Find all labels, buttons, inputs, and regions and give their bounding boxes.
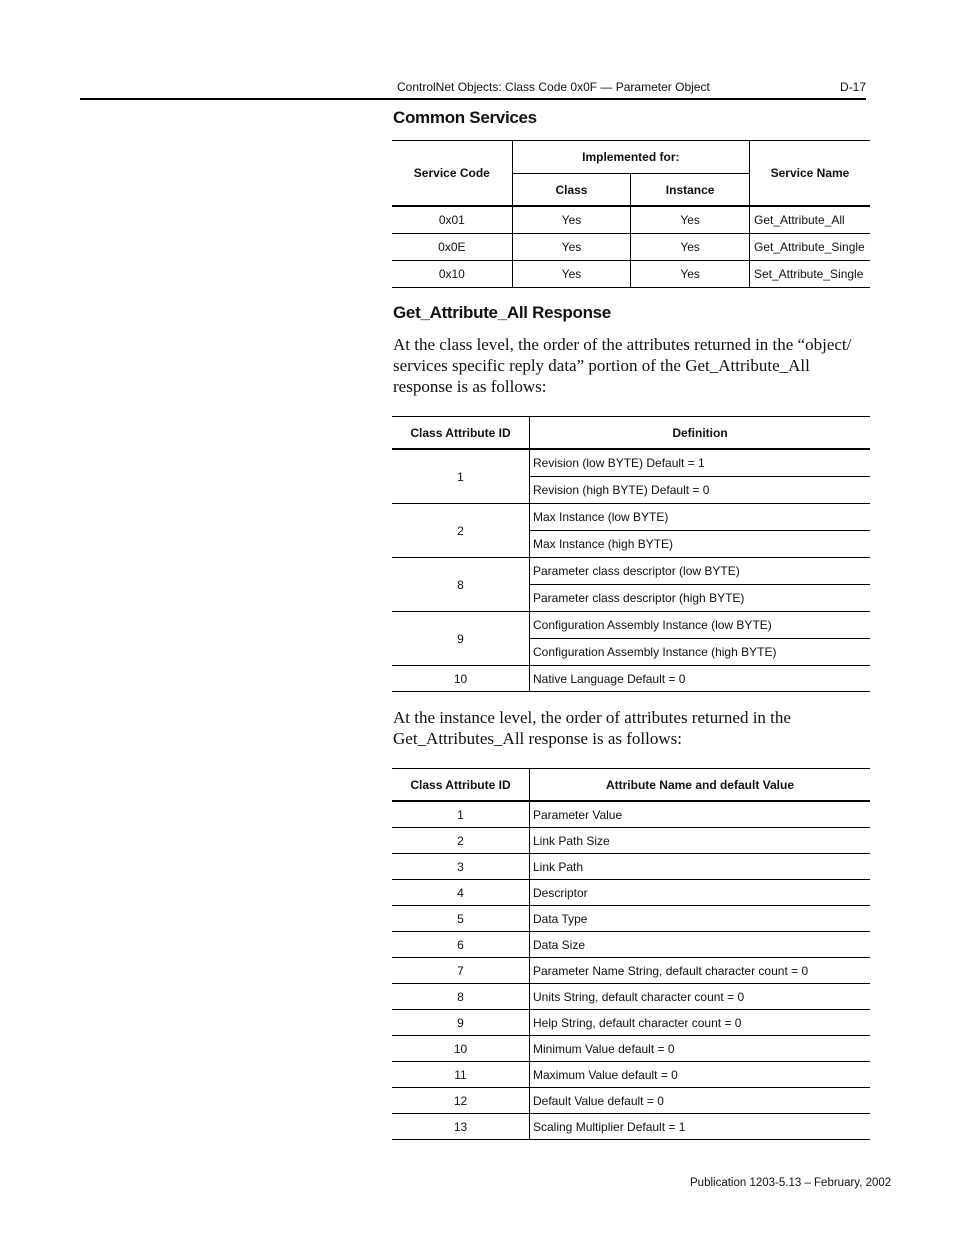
table-row	[392, 880, 870, 906]
definition-cell: Revision (low BYTE) Default = 1	[530, 449, 871, 477]
definition-cell: Configuration Assembly Instance (low BYTE)	[530, 612, 871, 639]
definition-cell: Parameter class descriptor (high BYTE)	[530, 585, 871, 612]
attribute-id-cell: 13	[392, 1114, 530, 1140]
attribute-name-cell: Descriptor	[530, 880, 871, 906]
table-row	[392, 666, 870, 692]
get-attribute-all-heading: Get_Attribute_All Response	[393, 303, 611, 322]
attribute-name-cell: Parameter Value	[530, 801, 871, 828]
table-row	[392, 932, 870, 958]
class-cell: Yes	[512, 206, 631, 234]
attribute-id-cell: 9	[392, 1010, 530, 1036]
col-attribute-name: Attribute Name and default Value	[530, 769, 871, 802]
attribute-id-cell: 5	[392, 906, 530, 932]
attribute-id-cell: 4	[392, 880, 530, 906]
instance-level-paragraph: At the instance level, the order of attributes returned in the Get_Attributes_All response is as follows:	[393, 708, 791, 748]
attribute-name-cell: Link Path Size	[530, 828, 871, 854]
class-cell: Yes	[512, 234, 631, 261]
col-implemented-for: Implemented for:	[512, 141, 749, 174]
attribute-name-cell: Help String, default character count = 0	[530, 1010, 871, 1036]
table-row	[392, 1036, 870, 1062]
class-attribute-table	[392, 416, 870, 692]
table-row	[392, 1062, 870, 1088]
attribute-id-cell: 2	[392, 504, 530, 558]
running-header-title: ControlNet Objects: Class Code 0x0F — Parameter Object	[397, 80, 710, 94]
col-class-attribute-id: Class Attribute ID	[392, 417, 530, 450]
definition-cell: Native Language Default = 0	[530, 666, 871, 692]
definition-cell: Configuration Assembly Instance (high BYTE)	[530, 639, 871, 666]
instance-cell: Yes	[631, 234, 750, 261]
table-row	[392, 504, 870, 531]
attribute-id-cell: 3	[392, 854, 530, 880]
attribute-name-cell: Link Path	[530, 854, 871, 880]
table-row	[392, 828, 870, 854]
attribute-id-cell: 2	[392, 828, 530, 854]
definition-cell: Max Instance (high BYTE)	[530, 531, 871, 558]
table-row	[392, 206, 870, 234]
attribute-id-cell: 10	[392, 666, 530, 692]
attribute-name-cell: Default Value default = 0	[530, 1088, 871, 1114]
attribute-name-cell: Data Type	[530, 906, 871, 932]
service-code-cell: 0x10	[392, 261, 512, 288]
service-name-cell: Get_Attribute_All	[749, 206, 870, 234]
table-row	[392, 234, 870, 261]
table-row	[392, 261, 870, 288]
attribute-id-cell: 11	[392, 1062, 530, 1088]
attribute-id-cell: 8	[392, 558, 530, 612]
service-code-cell: 0x0E	[392, 234, 512, 261]
class-level-paragraph: At the class level, the order of the attributes returned in the “object/ services specific reply data” portion of the Get_Attribute_All response is as follows:	[393, 335, 852, 396]
table-row	[392, 449, 870, 477]
service-name-cell: Get_Attribute_Single	[749, 234, 870, 261]
table-row	[392, 906, 870, 932]
definition-cell: Parameter class descriptor (low BYTE)	[530, 558, 871, 585]
attribute-name-cell: Parameter Name String, default character count = 0	[530, 958, 871, 984]
table-row	[392, 1088, 870, 1114]
definition-cell: Revision (high BYTE) Default = 0	[530, 477, 871, 504]
col-service-name: Service Name	[749, 141, 870, 207]
attribute-id-cell: 6	[392, 932, 530, 958]
attribute-name-cell: Data Size	[530, 932, 871, 958]
table-row	[392, 984, 870, 1010]
col-service-code: Service Code	[392, 141, 512, 207]
page-number: D-17	[840, 80, 867, 94]
attribute-name-cell: Scaling Multiplier Default = 1	[530, 1114, 871, 1140]
publication-footer: Publication 1203-5.13 – February, 2002	[690, 1177, 892, 1189]
col-class: Class	[512, 174, 631, 207]
table-row	[392, 801, 870, 828]
table-row	[392, 1114, 870, 1140]
table-row	[392, 1010, 870, 1036]
attribute-id-cell: 10	[392, 1036, 530, 1062]
attribute-id-cell: 12	[392, 1088, 530, 1114]
class-cell: Yes	[512, 261, 631, 288]
instance-cell: Yes	[631, 206, 750, 234]
attribute-name-cell: Minimum Value default = 0	[530, 1036, 871, 1062]
common-services-heading: Common Services	[393, 108, 537, 127]
attribute-id-cell: 1	[392, 449, 530, 504]
col-class-attribute-id: Class Attribute ID	[392, 769, 530, 802]
col-instance: Instance	[631, 174, 750, 207]
attribute-name-cell: Units String, default character count = 0	[530, 984, 871, 1010]
attribute-id-cell: 8	[392, 984, 530, 1010]
table-row	[392, 558, 870, 585]
attribute-name-cell: Maximum Value default = 0	[530, 1062, 871, 1088]
attribute-id-cell: 1	[392, 801, 530, 828]
instance-attribute-table	[392, 768, 870, 1140]
table-row	[392, 958, 870, 984]
common-services-table	[392, 140, 870, 288]
service-code-cell: 0x01	[392, 206, 512, 234]
attribute-id-cell: 9	[392, 612, 530, 666]
attribute-id-cell: 7	[392, 958, 530, 984]
service-name-cell: Set_Attribute_Single	[749, 261, 870, 288]
table-row	[392, 612, 870, 639]
table-row	[392, 854, 870, 880]
definition-cell: Max Instance (low BYTE)	[530, 504, 871, 531]
header-rule	[80, 98, 866, 100]
instance-cell: Yes	[631, 261, 750, 288]
col-definition: Definition	[530, 417, 871, 450]
